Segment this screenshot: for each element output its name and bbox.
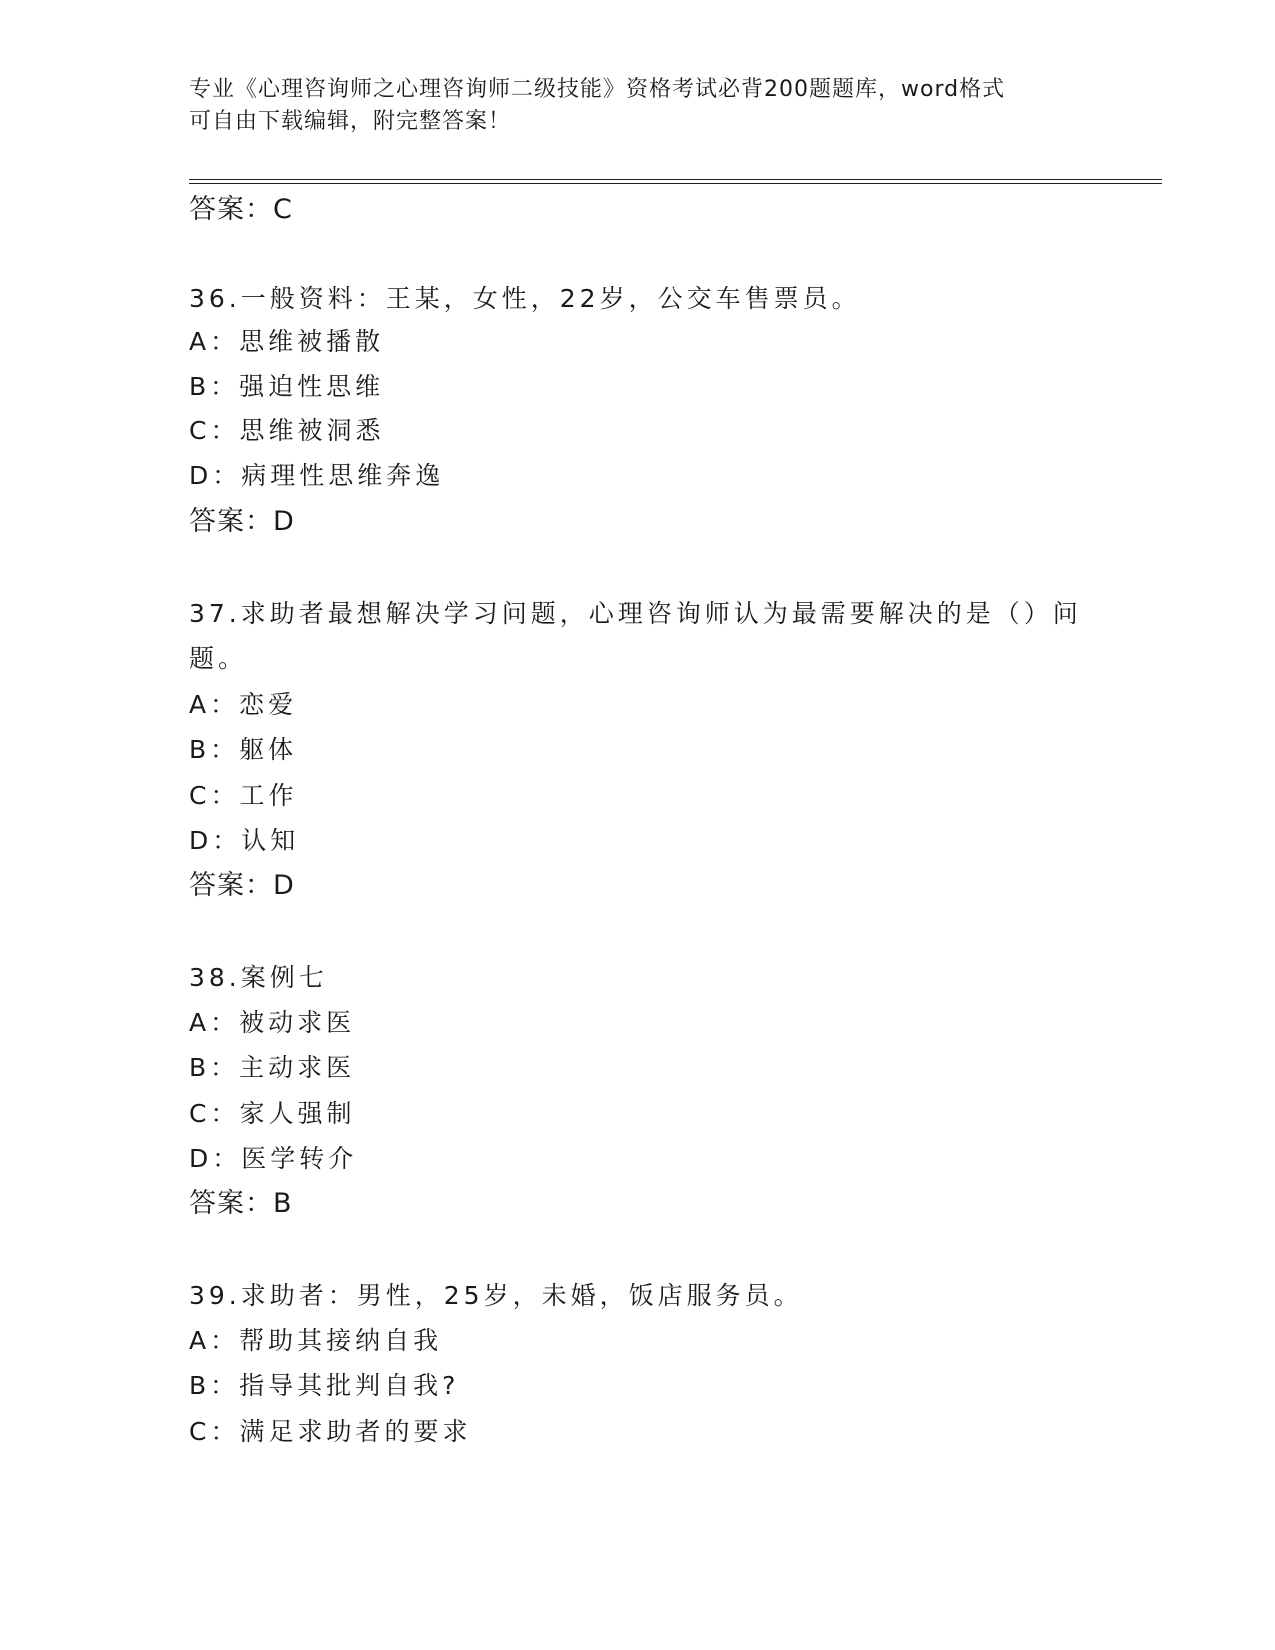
question-38-option-a: A：被动求医 bbox=[189, 1008, 356, 1037]
question-38-answer: 答案：B bbox=[189, 1188, 293, 1219]
question-36-stem: 36.一般资料：王某，女性，22岁，公交车售票员。 bbox=[189, 284, 861, 313]
question-37-option-d: D：认知 bbox=[189, 826, 300, 855]
question-37-stem-line-2: 题。 bbox=[189, 644, 248, 673]
question-38-stem: 38.案例七 bbox=[189, 963, 328, 992]
question-38-option-b: B：主动求医 bbox=[189, 1053, 356, 1082]
question-37-option-a: A：恋爱 bbox=[189, 690, 298, 719]
question-38-option-d: D：医学转介 bbox=[189, 1144, 358, 1173]
question-36-option-a: A：思维被播散 bbox=[189, 327, 385, 356]
question-36-option-b: B：强迫性思维 bbox=[189, 372, 385, 401]
question-39-option-b: B：指导其批判自我? bbox=[189, 1371, 460, 1400]
header-line-2: 可自由下载编辑，附完整答案！ bbox=[189, 109, 512, 134]
question-39-option-c: C：满足求助者的要求 bbox=[189, 1417, 472, 1446]
header-divider-top bbox=[189, 179, 1162, 180]
header-divider-bottom bbox=[189, 183, 1162, 184]
question-36-option-c: C：思维被洞悉 bbox=[189, 416, 385, 445]
question-37-answer: 答案：D bbox=[189, 870, 295, 901]
question-36-option-d: D：病理性思维奔逸 bbox=[189, 461, 445, 490]
question-38-option-c: C：家人强制 bbox=[189, 1099, 356, 1128]
question-39-stem: 39.求助者：男性，25岁，未婚，饭店服务员。 bbox=[189, 1281, 803, 1310]
question-36-answer: 答案：D bbox=[189, 506, 295, 537]
question-37-option-b: B：躯体 bbox=[189, 735, 298, 764]
header-line-1: 专业《心理咨询师之心理咨询师二级技能》资格考试必背200题题库，word格式 bbox=[189, 77, 1006, 102]
question-39-option-a: A：帮助其接纳自我 bbox=[189, 1326, 443, 1355]
previous-answer: 答案：C bbox=[189, 194, 293, 225]
question-37-stem-line-1: 37.求助者最想解决学习问题，心理咨询师认为最需要解决的是（）问 bbox=[189, 599, 1082, 628]
document-header bbox=[189, 74, 1089, 138]
question-37-option-c: C：工作 bbox=[189, 781, 298, 810]
